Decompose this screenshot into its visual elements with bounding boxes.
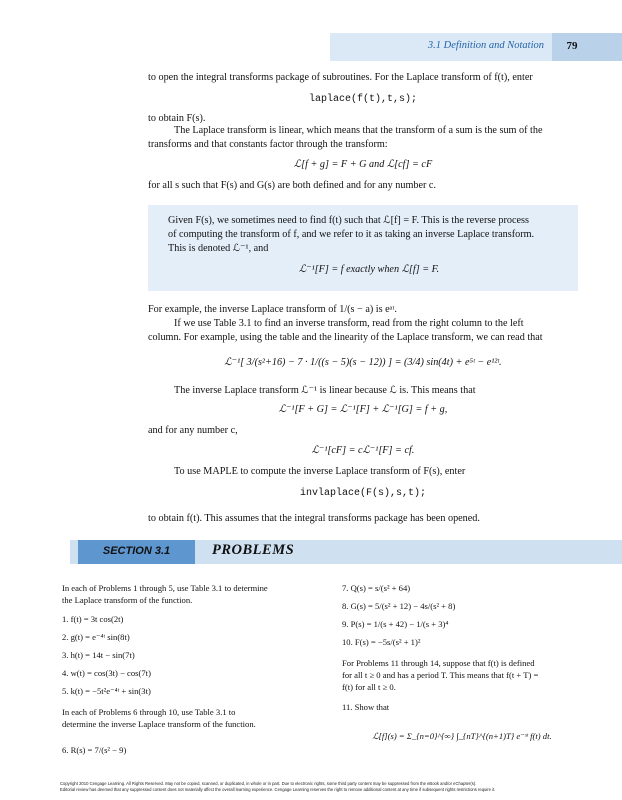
problem-8: 8. G(s) = 5/(s² + 12) − 4s/(s² + 8) <box>342 601 456 611</box>
paragraph-8: and for any number c, <box>148 425 238 436</box>
box-line-1: Given F(s), we sometimes need to find f(t) such that ℒ[f] = F. This is the reverse process <box>168 215 529 226</box>
problem-11-intro-c: f(t) for all t ≥ 0. <box>342 682 396 692</box>
problem-5: 5. k(t) = −5t²e⁻⁴ᵗ + sin(3t) <box>62 686 151 696</box>
paragraph-9: To use MAPLE to compute the inverse Laplace transform of F(s), enter <box>174 466 466 477</box>
page-number: 79 <box>566 40 578 52</box>
paragraph-7: The inverse Laplace transform ℒ⁻¹ is linear because ℒ is. This means that <box>174 385 476 396</box>
paragraph-6a: If we use Table 3.1 to find an inverse transform, read from the right column to the left <box>174 318 524 329</box>
paragraph-5: For example, the inverse Laplace transform of 1/(s − a) is eᵃᵗ. <box>148 304 397 315</box>
box-line-2: of computing the transform of f, and we refer to it as taking an inverse Laplace transform. <box>168 229 535 240</box>
paragraph-3a: The Laplace transform is linear, which means that the transform of a sum is the sum of the <box>174 125 543 136</box>
problem-11-equation: ℒ[f](s) = Σ_{n=0}^{∞} ∫_{nT}^{(n+1)T} e⁻ˢᵗ f(t) dt. <box>372 731 552 741</box>
problem-11: 11. Show that <box>342 702 390 712</box>
paragraph-10: to obtain f(t). This assumes that the integral transforms package has been opened. <box>148 513 480 524</box>
paragraph-2: to obtain F(s). <box>148 113 206 124</box>
maple-code-invlaplace: invlaplace(F(s),s,t); <box>299 488 427 499</box>
problem-2: 2. g(t) = e⁻⁴ᵗ sin(8t) <box>62 632 130 642</box>
problem-11-intro-b: for all t ≥ 0 and has a period T. This means that f(t + T) = <box>342 670 539 680</box>
problem-11-intro-a: For Problems 11 through 14, suppose that f(t) is defined <box>342 658 535 668</box>
problems-intro-1a: In each of Problems 1 through 5, use Table 3.1 to determine <box>62 583 268 593</box>
problem-7: 7. Q(s) = s/(s² + 64) <box>342 583 411 593</box>
paragraph-1: to open the integral transforms package of subroutines. For the Laplace transform of f(t), enter <box>148 72 533 83</box>
problem-4: 4. w(t) = cos(3t) − cos(7t) <box>62 668 151 678</box>
problems-intro-2b: determine the inverse Laplace transform of the function. <box>62 719 256 729</box>
section-label: SECTION 3.1 <box>102 545 171 557</box>
problems-intro-2a: In each of Problems 6 through 10, use Table 3.1 to <box>62 707 236 717</box>
equation-inverse-linear: ℒ⁻¹[F + G] = ℒ⁻¹[F] + ℒ⁻¹[G] = f + g, <box>278 404 448 415</box>
copyright-line-2: Editorial review has deemed that any suppressed content does not materially affect the overall learning experience. Cengage Learning reserves the right to remove additional content at any time if subsequent rights restrictions require it. <box>60 787 496 792</box>
problem-10: 10. F(s) = −5s/(s² + 1)² <box>342 637 421 647</box>
problem-3: 3. h(t) = 14t − sin(7t) <box>62 650 135 660</box>
problems-intro-1b: the Laplace transform of the function. <box>62 595 193 605</box>
equation-constant: ℒ⁻¹[cF] = cℒ⁻¹[F] = cf. <box>311 445 415 456</box>
paragraph-3b: transforms and that constants factor through the transform: <box>148 139 388 150</box>
running-header: 3.1 Definition and Notation <box>427 40 544 51</box>
box-line-3: This is denoted ℒ⁻¹, and <box>168 243 269 254</box>
equation-linearity: ℒ[f + g] = F + G and ℒ[cf] = cF <box>293 159 433 170</box>
maple-code-laplace: laplace(f(t),t,s); <box>308 94 418 105</box>
problem-9: 9. P(s) = 1/(s + 42) − 1/(s + 3)⁴ <box>342 619 449 629</box>
problem-1: 1. f(t) = 3t cos(2t) <box>62 614 124 624</box>
paragraph-6b: column. For example, using the table and the linearity of the Laplace transform, we can read that <box>148 332 543 343</box>
problem-6: 6. R(s) = 7/(s² − 9) <box>62 745 127 755</box>
section-title: PROBLEMS <box>212 542 295 558</box>
copyright-line-1: Copyright 2010 Cengage Learning. All Rights Reserved. May not be copied, scanned, or duplicated, in whole or in part. Due to electronic rights, some third party content may be suppressed from the eBook and/or eChapter(s). <box>60 781 477 786</box>
equation-inverse-example: ℒ⁻¹[ 3/(s²+16) − 7 · 1/((s − 5)(s − 12)) ] = (3/4) sin(4t) + e⁵ᵗ − e¹²ᵗ. <box>224 357 502 368</box>
box-equation: ℒ⁻¹[F] = f exactly when ℒ[f] = F. <box>298 264 440 275</box>
paragraph-4: for all s such that F(s) and G(s) are both defined and for any number c. <box>148 180 436 191</box>
